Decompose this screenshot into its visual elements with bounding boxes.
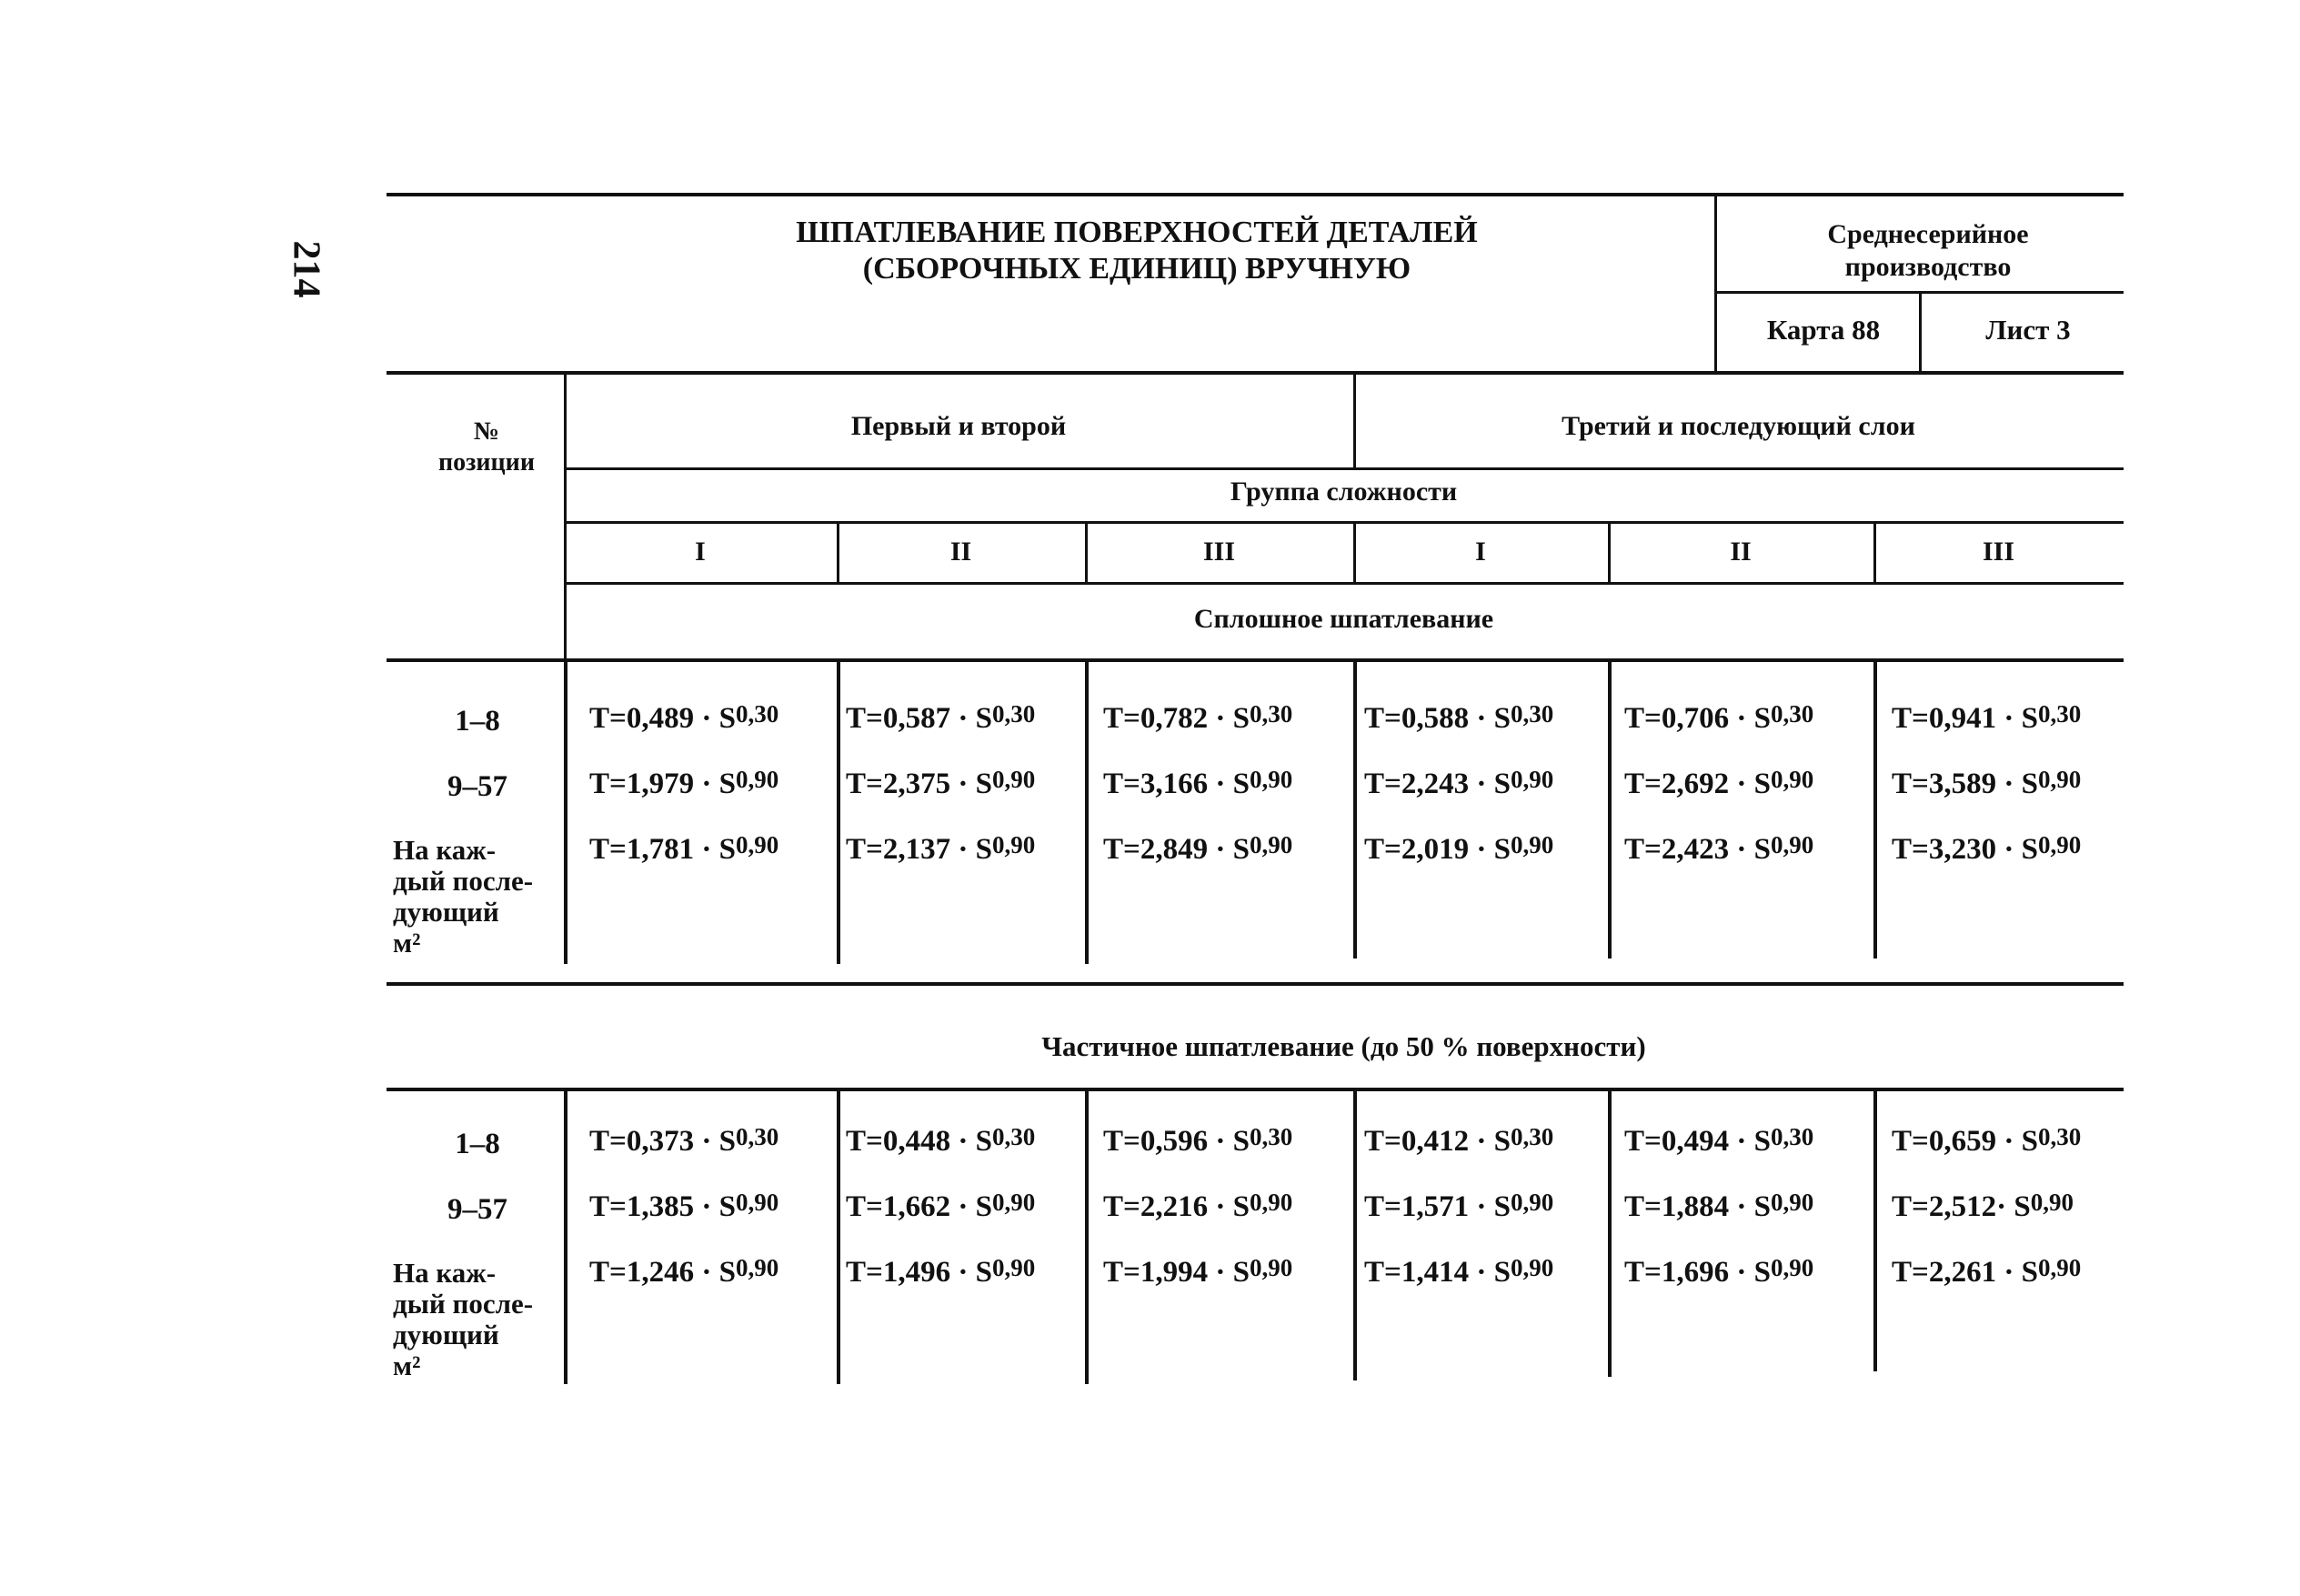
formula-exponent: 0,90	[1770, 766, 1814, 793]
header-divider	[1714, 193, 1717, 371]
formula-base: T=0,494 · S	[1624, 1125, 1771, 1158]
formula-base: T=2,375 · S	[846, 768, 992, 800]
formula-cell	[1624, 1125, 1813, 1159]
formula-cell	[1624, 833, 1813, 867]
formula-base: T=1,414 · S	[1364, 1256, 1511, 1289]
solid-col-divider-4	[1608, 658, 1612, 959]
partial-col-divider-5	[1873, 1088, 1877, 1371]
solid-col-divider-5	[1873, 658, 1877, 959]
formula-base: T=0,489 · S	[589, 702, 736, 735]
solid-body-bottom-rule	[387, 982, 2124, 986]
formula-base: T=2,216 · S	[1103, 1190, 1250, 1223]
partial-body-top-rule	[387, 1088, 2124, 1091]
document-title-line1: ШПАТЛЕВАНИЕ ПОВЕРХНОСТЕЙ ДЕТАЛЕЙ	[796, 216, 1478, 249]
solid-body-top-rule	[387, 658, 2124, 662]
formula-base: T=3,230 · S	[1892, 833, 2038, 866]
row-label-per-sqm-line3: дующий	[393, 896, 499, 928]
formula-base: T=2,423 · S	[1624, 833, 1771, 866]
formula-exponent: 0,30	[991, 1123, 1036, 1150]
formula-base: T=2,261 · S	[1892, 1256, 2038, 1289]
complexity-bottom-rule	[564, 521, 2124, 524]
formula-base: T=0,588 · S	[1364, 702, 1511, 735]
formula-base: T=2,019 · S	[1364, 833, 1511, 866]
formula-cell	[1364, 702, 1553, 736]
row-label-per-sqm-line4: м²	[393, 1350, 421, 1381]
row-label-per-sqm-line2: дый после-	[393, 1288, 534, 1320]
formula-exponent: 0,90	[991, 831, 1036, 858]
production-type-line1: Среднесерийное	[1827, 219, 2029, 249]
document-title-line2: (СБОРОЧНЫХ ЕДИНИЦ) ВРУЧНУЮ	[862, 252, 1411, 286]
formula-exponent: 0,90	[1770, 1254, 1814, 1281]
partial-col-divider-0	[564, 1088, 567, 1384]
formula-exponent: 0,90	[735, 831, 779, 858]
formula-base: T=0,782 · S	[1103, 702, 1250, 735]
group-label: III	[1202, 537, 1236, 567]
formula-exponent: 0,90	[1249, 831, 1293, 858]
group-label: III	[1982, 537, 2015, 567]
formula-cell	[1624, 702, 1813, 736]
solid-col-divider-0	[564, 658, 567, 964]
card-number: Карта 88	[1766, 314, 1881, 346]
formula-cell	[589, 768, 778, 801]
header-top-rule	[387, 193, 2124, 196]
row-label-per-sqm-line2: дый после-	[393, 865, 534, 897]
formula-exponent: 0,90	[2037, 1254, 2082, 1281]
formula-cell	[1103, 768, 1292, 801]
formula-cell	[846, 1256, 1035, 1290]
formula-exponent: 0,90	[1510, 1189, 1554, 1216]
formula-exponent: 0,90	[1249, 1189, 1293, 1216]
formula-base: T=1,571 · S	[1364, 1190, 1511, 1223]
formula-base: T=2,692 · S	[1624, 768, 1771, 800]
formula-cell	[846, 1125, 1035, 1159]
formula-cell	[589, 702, 778, 736]
row-label-per-sqm-line3: дующий	[393, 1319, 499, 1350]
header-first-second-layers: Первый и второй	[850, 411, 1067, 441]
formula-exponent: 0,90	[991, 766, 1036, 793]
formula-cell	[1103, 1256, 1292, 1290]
formula-cell	[589, 833, 778, 867]
partial-col-divider-3	[1353, 1088, 1357, 1380]
formula-cell	[1624, 1190, 1813, 1224]
formula-exponent: 0,90	[1249, 1254, 1293, 1281]
formula-base: T=2,137 · S	[846, 833, 992, 866]
formula-exponent: 0,90	[2037, 766, 2082, 793]
formula-exponent: 0,90	[991, 1189, 1036, 1216]
row-label-1-8: 1–8	[455, 1128, 500, 1160]
formula-base: T=1,884 · S	[1624, 1190, 1771, 1223]
formula-exponent: 0,30	[1510, 700, 1554, 728]
formula-base: T=1,385 · S	[589, 1190, 736, 1223]
table-top-rule	[387, 371, 2124, 375]
formula-base: T=1,696 · S	[1624, 1256, 1771, 1289]
formula-exponent: 0,90	[735, 1189, 779, 1216]
formula-exponent: 0,30	[2037, 700, 2082, 728]
row-label-per-sqm	[393, 1258, 557, 1381]
formula-base: T=1,979 · S	[589, 768, 736, 800]
formula-cell	[846, 702, 1035, 736]
formula-exponent: 0,90	[991, 1254, 1036, 1281]
formula-exponent: 0,90	[1510, 766, 1554, 793]
partial-col-divider-2	[1085, 1088, 1089, 1384]
formula-exponent: 0,30	[991, 700, 1036, 728]
group-label: I	[1475, 537, 1486, 567]
production-type	[1719, 218, 2137, 284]
group-label: II	[1730, 537, 1752, 567]
solid-col-divider-2	[1085, 658, 1089, 964]
position-header-line2: позиции	[438, 448, 535, 477]
formula-base: T=3,166 · S	[1103, 768, 1250, 800]
formula-base: T=0,587 · S	[846, 702, 992, 735]
solid-col-divider-1	[837, 658, 840, 964]
row-label-per-sqm-line1: На каж-	[393, 1257, 497, 1289]
formula-base: T=2,512· S	[1892, 1190, 2031, 1223]
formula-cell	[1103, 702, 1292, 736]
formula-base: T=1,994 · S	[1103, 1256, 1250, 1289]
formula-base: T=0,706 · S	[1624, 702, 1771, 735]
formula-cell	[1892, 1256, 2081, 1290]
formula-exponent: 0,90	[2030, 1189, 2074, 1216]
complexity-top-rule	[564, 467, 2124, 470]
sheet-number: Лист 3	[1985, 314, 2071, 346]
position-header-line1: №	[473, 417, 500, 446]
formula-base: T=0,596 · S	[1103, 1125, 1250, 1158]
group-label: II	[949, 537, 972, 567]
formula-base: T=1,246 · S	[589, 1256, 736, 1289]
production-type-line2: производство	[1844, 252, 2012, 282]
formula-cell	[589, 1125, 778, 1159]
solid-puttying-header: Сплошное шпатлевание	[1193, 604, 1494, 634]
partial-col-divider-4	[1608, 1088, 1612, 1377]
row-label-1-8: 1–8	[455, 705, 500, 738]
formula-cell	[1624, 768, 1813, 801]
formula-cell	[846, 1190, 1035, 1224]
formula-exponent: 0,90	[2037, 831, 2082, 858]
partial-col-divider-1	[837, 1088, 840, 1384]
formula-cell	[846, 833, 1035, 867]
formula-base: T=0,448 · S	[846, 1125, 992, 1158]
formula-exponent: 0,30	[735, 1123, 779, 1150]
formula-exponent: 0,90	[1510, 1254, 1554, 1281]
row-label-9-57: 9–57	[447, 770, 507, 803]
formula-base: T=3,589 · S	[1892, 768, 2038, 800]
formula-cell	[1364, 1125, 1553, 1159]
formula-cell	[1103, 833, 1292, 867]
formula-base: T=1,662 · S	[846, 1190, 992, 1223]
formula-exponent: 0,90	[1770, 831, 1814, 858]
formula-cell	[1892, 833, 2081, 867]
formula-cell	[1364, 1190, 1553, 1224]
header-complexity-group: Группа сложности	[1230, 477, 1458, 507]
row-label-per-sqm-line4: м²	[393, 927, 421, 959]
formula-cell	[1364, 768, 1553, 801]
groups-bottom-rule	[564, 582, 2124, 585]
formula-exponent: 0,30	[1510, 1123, 1554, 1150]
formula-cell	[589, 1256, 778, 1290]
formula-exponent: 0,30	[1770, 1123, 1814, 1150]
formula-exponent: 0,90	[1249, 766, 1293, 793]
formula-exponent: 0,90	[735, 1254, 779, 1281]
formula-cell	[1892, 768, 2081, 801]
formula-exponent: 0,90	[735, 766, 779, 793]
formula-exponent: 0,30	[735, 700, 779, 728]
formula-base: T=2,849 · S	[1103, 833, 1250, 866]
formula-base: T=0,659 · S	[1892, 1125, 2038, 1158]
formula-base: T=0,941 · S	[1892, 702, 2038, 735]
formula-cell	[1892, 1190, 2074, 1224]
formula-base: T=1,781 · S	[589, 833, 736, 866]
formula-cell	[1364, 833, 1553, 867]
header-third-subsequent-layers: Третий и последующий слои	[1562, 411, 1915, 441]
document-title	[637, 215, 1637, 287]
group-label: I	[695, 537, 706, 567]
formula-exponent: 0,30	[1770, 700, 1814, 728]
formula-cell	[1624, 1256, 1813, 1290]
row-label-per-sqm-line1: На каж-	[393, 834, 497, 866]
formula-cell	[1892, 1125, 2081, 1159]
formula-base: T=0,373 · S	[589, 1125, 736, 1158]
formula-exponent: 0,90	[1510, 831, 1554, 858]
formula-base: T=2,243 · S	[1364, 768, 1511, 800]
formula-base: T=0,412 · S	[1364, 1125, 1511, 1158]
formula-cell	[589, 1190, 778, 1224]
row-label-per-sqm	[393, 835, 557, 959]
formula-base: T=1,496 · S	[846, 1256, 992, 1289]
solid-col-divider-3	[1353, 658, 1357, 959]
position-header	[400, 417, 573, 478]
formula-cell	[846, 768, 1035, 801]
formula-exponent: 0,30	[2037, 1123, 2082, 1150]
formula-cell	[1103, 1125, 1292, 1159]
formula-cell	[1892, 702, 2081, 736]
formula-cell	[1103, 1190, 1292, 1224]
partial-puttying-header: Частичное шпатлевание (до 50 % поверхности)	[1041, 1030, 1646, 1062]
row-label-9-57: 9–57	[447, 1193, 507, 1226]
page-number: 214	[285, 240, 327, 298]
formula-exponent: 0,30	[1249, 1123, 1293, 1150]
formula-cell	[1364, 1256, 1553, 1290]
formula-exponent: 0,90	[1770, 1189, 1814, 1216]
formula-exponent: 0,30	[1249, 700, 1293, 728]
